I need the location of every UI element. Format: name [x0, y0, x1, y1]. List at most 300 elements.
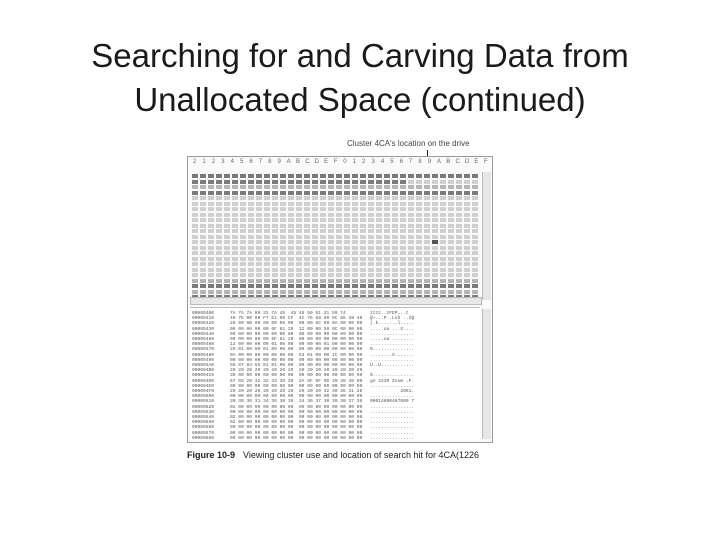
- cluster-column-label: E: [474, 159, 479, 165]
- cluster-cell: [384, 213, 390, 217]
- cluster-cell: [408, 279, 414, 283]
- cluster-cell: [312, 279, 318, 283]
- cluster-cell: [272, 207, 278, 211]
- cluster-cell: [408, 196, 414, 200]
- cluster-cell: [424, 257, 430, 261]
- cluster-cell: [256, 257, 262, 261]
- cluster-cell: [264, 180, 270, 184]
- cluster-cell: [296, 218, 302, 222]
- cluster-cell: [192, 246, 198, 250]
- cluster-cell: [232, 207, 238, 211]
- cluster-cell: [344, 218, 350, 222]
- cluster-cell: [312, 185, 318, 189]
- cluster-cell: [376, 229, 382, 233]
- cluster-cell: [232, 251, 238, 255]
- cluster-cell: [344, 257, 350, 261]
- cluster-cell: [424, 180, 430, 184]
- cluster-column-label: 1: [202, 159, 206, 165]
- cluster-cell: [384, 240, 390, 244]
- cluster-cell: [376, 273, 382, 277]
- cluster-cell: [248, 273, 254, 277]
- cluster-cell: [376, 262, 382, 266]
- cluster-cell: [272, 196, 278, 200]
- cluster-cell: [240, 268, 246, 272]
- cluster-cell: [344, 229, 350, 233]
- cluster-cell: [248, 262, 254, 266]
- cluster-cell: [192, 213, 198, 217]
- cluster-cell: [232, 196, 238, 200]
- cluster-cell: [440, 284, 446, 288]
- cluster-cell: [472, 213, 478, 217]
- cluster-cell: [376, 246, 382, 250]
- cluster-column-label: B: [295, 159, 300, 165]
- cluster-cell: [304, 224, 310, 228]
- cluster-cell: [192, 207, 198, 211]
- cluster-cell: [384, 174, 390, 178]
- cluster-cell: [368, 196, 374, 200]
- cluster-column-label: 7: [258, 159, 263, 165]
- cluster-cell: [216, 251, 222, 255]
- cluster-column-label: B: [446, 159, 451, 165]
- cluster-cell: [328, 180, 334, 184]
- hex-ascii: ................: [370, 430, 415, 436]
- cluster-cell: [288, 224, 294, 228]
- cluster-cell: [432, 202, 438, 206]
- cluster-cell: [216, 268, 222, 272]
- cluster-cell: [360, 191, 366, 195]
- hex-bytes: 00 00 00 00 00 00 00 00 00 00 00 00 00 00 00 00: [230, 435, 363, 440]
- cluster-cell: [224, 290, 230, 294]
- cluster-cell: [360, 218, 366, 222]
- hex-bytes: 7A 7A 7A 80 31 7A 45 45 46 50 51 31 50 74: [230, 311, 346, 316]
- cluster-cell: [216, 191, 222, 195]
- cluster-cell: [392, 246, 398, 250]
- cluster-row: [192, 224, 480, 228]
- cluster-cell: [192, 279, 198, 283]
- cluster-cell: [192, 185, 198, 189]
- cluster-cell: [216, 273, 222, 277]
- cluster-cell: [248, 224, 254, 228]
- cluster-cell: [376, 284, 382, 288]
- cluster-cell: [248, 257, 254, 261]
- cluster-cell: [408, 240, 414, 244]
- cluster-map-scrollbar[interactable]: [482, 172, 491, 300]
- cluster-cell: [336, 229, 342, 233]
- cluster-cell: [216, 196, 222, 200]
- cluster-cell: [272, 229, 278, 233]
- cluster-cell: [264, 202, 270, 206]
- cluster-cell: [424, 224, 430, 228]
- cluster-cell: [448, 229, 454, 233]
- cluster-cell: [352, 218, 358, 222]
- cluster-cell: [192, 251, 198, 255]
- cluster-cell: [376, 213, 382, 217]
- cluster-cell: [312, 262, 318, 266]
- cluster-cell: [272, 174, 278, 178]
- cluster-cell: [456, 180, 462, 184]
- cluster-cell: [336, 185, 342, 189]
- cluster-cell: [384, 185, 390, 189]
- cluster-cell: [360, 240, 366, 244]
- cluster-cell: [320, 218, 326, 222]
- cluster-cell: [432, 235, 438, 239]
- cluster-cell: [192, 191, 198, 195]
- cluster-cell: [400, 185, 406, 189]
- cluster-cell: [304, 174, 310, 178]
- cluster-cell: [296, 202, 302, 206]
- cluster-cell: [432, 273, 438, 277]
- cluster-cell: [392, 284, 398, 288]
- cluster-cell: [344, 262, 350, 266]
- cluster-cell: [360, 180, 366, 184]
- cluster-cell: [472, 268, 478, 272]
- hex-bytes: 0A 00 00 00 00 00 00 00 53 01 00 00 1C 00 00 00: [230, 352, 363, 358]
- cluster-cell: [432, 262, 438, 266]
- cluster-cell: [288, 273, 294, 277]
- cluster-cell: [288, 235, 294, 239]
- cluster-cell: [336, 273, 342, 277]
- cluster-cell: [432, 251, 438, 255]
- cluster-cell: [296, 180, 302, 184]
- cluster-cell: [432, 240, 438, 244]
- cluster-cell: [384, 290, 390, 294]
- cluster-column-label: 3: [371, 159, 375, 165]
- cluster-cell: [424, 202, 430, 206]
- cluster-cell: [280, 240, 286, 244]
- cluster-cell: [208, 284, 214, 288]
- cluster-cell: [208, 185, 214, 189]
- cluster-cell: [368, 180, 374, 184]
- cluster-cell: [440, 191, 446, 195]
- cluster-cell: [232, 191, 238, 195]
- slide-title: Searching for and Carving Data from Unallocated Space (continued): [91, 37, 629, 118]
- cluster-cell: [304, 213, 310, 217]
- cluster-cell: [280, 273, 286, 277]
- cluster-cell: [408, 290, 414, 294]
- cluster-cell: [240, 257, 246, 261]
- cluster-cell: [296, 213, 302, 217]
- cluster-cell: [216, 207, 222, 211]
- hex-address: 00009500: [192, 394, 215, 400]
- cluster-cell: [296, 262, 302, 266]
- cluster-cell: [360, 229, 366, 233]
- cluster-cell: [464, 246, 470, 250]
- cluster-cell: [352, 279, 358, 283]
- hex-bytes: 00 00 00 00 00 00 00 00 00 00 00 00 00 00 00 00: [230, 331, 363, 337]
- cluster-cell: [448, 284, 454, 288]
- hex-view: [190, 307, 480, 440]
- cluster-cell: [328, 191, 334, 195]
- cluster-cell: [472, 251, 478, 255]
- cluster-cell: [312, 229, 318, 233]
- cluster-cell: [352, 229, 358, 233]
- cluster-cell: [392, 174, 398, 178]
- cluster-cell: [192, 229, 198, 233]
- cluster-cell: [464, 213, 470, 217]
- cluster-cell: [368, 251, 374, 255]
- cluster-cell: [320, 240, 326, 244]
- cluster-cell: [360, 268, 366, 272]
- cluster-cell: [200, 290, 206, 294]
- cluster-cell: [336, 218, 342, 222]
- cluster-cell: [328, 284, 334, 288]
- cluster-cell: [456, 240, 462, 244]
- cluster-cell: [320, 191, 326, 195]
- figure-screenshot: [187, 156, 493, 443]
- cluster-cell: [192, 218, 198, 222]
- cluster-cell: [288, 174, 294, 178]
- cluster-cell: [408, 251, 414, 255]
- cluster-cell: [216, 240, 222, 244]
- cluster-cell: [336, 246, 342, 250]
- cluster-cell: [344, 290, 350, 294]
- cluster-column-label: 2: [193, 159, 197, 165]
- cluster-cell: [464, 279, 470, 283]
- cluster-cell: [224, 207, 230, 211]
- cluster-cell: [448, 240, 454, 244]
- cluster-cell: [376, 185, 382, 189]
- cluster-cell: [200, 257, 206, 261]
- cluster-cell: [304, 279, 310, 283]
- cluster-cell: [200, 240, 206, 244]
- cluster-cell: [424, 191, 430, 195]
- cluster-cell: [336, 180, 342, 184]
- cluster-cell: [344, 240, 350, 244]
- hex-address: 000094F0: [192, 389, 215, 394]
- cluster-cell: [448, 262, 454, 266]
- cluster-cell: [456, 229, 462, 233]
- cluster-cell: [392, 180, 398, 184]
- cluster-column-label: 3: [221, 159, 225, 165]
- cluster-cell: [304, 202, 310, 206]
- cluster-map-horizontal-scrollbar[interactable]: [190, 297, 482, 305]
- cluster-cell: [408, 191, 414, 195]
- cluster-cell: [416, 240, 422, 244]
- cluster-cell: [408, 213, 414, 217]
- cluster-cell: [240, 224, 246, 228]
- cluster-cell: [328, 257, 334, 261]
- cluster-cell: [352, 174, 358, 178]
- cluster-cell: [472, 185, 478, 189]
- cluster-cell: [384, 251, 390, 255]
- cluster-cell: [400, 262, 406, 266]
- cluster-cell: [376, 257, 382, 261]
- cluster-cell: [232, 202, 238, 206]
- cluster-cell: [280, 290, 286, 294]
- cluster-cell: [424, 218, 430, 222]
- cluster-cell: [416, 284, 422, 288]
- cluster-cell: [432, 174, 438, 178]
- cluster-cell: [208, 268, 214, 272]
- cluster-cell: [208, 224, 214, 228]
- cluster-cell: [360, 246, 366, 250]
- cluster-cell: [240, 246, 246, 250]
- cluster-cell: [392, 229, 398, 233]
- cluster-cell: [440, 174, 446, 178]
- cluster-cell: [392, 185, 398, 189]
- cluster-cell: [288, 207, 294, 211]
- cluster-cell: [392, 202, 398, 206]
- cluster-cell: [224, 202, 230, 206]
- hex-bytes: 12 00 00 00 00 01 00 00 00 00 00 01 00 00 00 00: [230, 342, 363, 348]
- cluster-cell: [352, 251, 358, 255]
- cluster-cell: [368, 240, 374, 244]
- cluster-column-label: 7: [409, 159, 413, 165]
- hex-view-scrollbar[interactable]: [482, 309, 491, 439]
- cluster-cell: [208, 196, 214, 200]
- cluster-cell: [376, 180, 382, 184]
- hex-ascii: %...............: [370, 347, 415, 353]
- hex-address: 00009580: [192, 435, 215, 440]
- cluster-cell: [336, 235, 342, 239]
- cluster-cell: [264, 268, 270, 272]
- cluster-cell: [272, 213, 278, 217]
- cluster-cell: [304, 207, 310, 211]
- cluster-cell: [256, 180, 262, 184]
- cluster-cell: [248, 246, 254, 250]
- cluster-cell: [216, 180, 222, 184]
- cluster-cell: [352, 246, 358, 250]
- cluster-cell: [256, 224, 262, 228]
- cluster-cell: [280, 229, 286, 233]
- cluster-cell: [344, 284, 350, 288]
- cluster-cell: [208, 290, 214, 294]
- cluster-cell: [288, 196, 294, 200]
- hex-address: 00009560: [192, 425, 215, 431]
- hex-ascii: 00014606467000 7: [370, 399, 415, 405]
- cluster-cell: [392, 196, 398, 200]
- figure-caption-text: Viewing cluster use and location of search hit for 4CA(1226: [243, 450, 479, 460]
- cluster-cell: [456, 251, 462, 255]
- cluster-cell: [336, 290, 342, 294]
- cluster-cell: [320, 273, 326, 277]
- cluster-cell: [320, 180, 326, 184]
- cluster-cell: [320, 185, 326, 189]
- cluster-cell: [408, 235, 414, 239]
- cluster-cell: [368, 257, 374, 261]
- cluster-cell: [416, 202, 422, 206]
- cluster-cell: [408, 262, 414, 266]
- cluster-cell: [216, 224, 222, 228]
- cluster-cell: [304, 262, 310, 266]
- cluster-cell: [424, 235, 430, 239]
- cluster-cell: [456, 218, 462, 222]
- cluster-cell: [312, 180, 318, 184]
- cluster-row: [192, 213, 480, 217]
- cluster-cell: [432, 268, 438, 272]
- cluster-cell: [456, 290, 462, 294]
- hex-address: 00009480: [192, 352, 215, 358]
- cluster-cell: [424, 290, 430, 294]
- cluster-cell: [424, 240, 430, 244]
- cluster-cell: [192, 284, 198, 288]
- cluster-cell: [320, 174, 326, 178]
- cluster-cell: [328, 202, 334, 206]
- cluster-row: [192, 257, 480, 261]
- cluster-cell: [304, 268, 310, 272]
- cluster-cell: [280, 268, 286, 272]
- cluster-cell: [448, 207, 454, 211]
- cluster-row: [192, 180, 480, 184]
- cluster-cell: [336, 251, 342, 255]
- cluster-cell: [416, 235, 422, 239]
- cluster-cell: [224, 279, 230, 283]
- figure-caption: [187, 450, 479, 460]
- cluster-cell: [472, 229, 478, 233]
- cluster-cell: [192, 235, 198, 239]
- cluster-cell: [440, 207, 446, 211]
- cluster-column-label: 1: [352, 159, 356, 165]
- cluster-cell: [208, 207, 214, 211]
- hex-ascii: U..U............: [370, 363, 415, 368]
- cluster-cell: [256, 251, 262, 255]
- cluster-cell: [408, 185, 414, 189]
- cluster-cell: [376, 191, 382, 195]
- hex-ascii: ge 2230 Zoom .F.: [370, 378, 415, 384]
- cluster-cell: [440, 251, 446, 255]
- cluster-row: [192, 235, 480, 239]
- cluster-cell: [256, 229, 262, 233]
- cluster-cell: [320, 196, 326, 200]
- cluster-cell: [328, 262, 334, 266]
- cluster-cell: [208, 213, 214, 217]
- cluster-cell: [424, 196, 430, 200]
- cluster-cell: [392, 268, 398, 272]
- cluster-cell: [456, 279, 462, 283]
- cluster-cell: [400, 251, 406, 255]
- cluster-cell: [344, 246, 350, 250]
- cluster-cell: [192, 196, 198, 200]
- cluster-cell: [432, 196, 438, 200]
- cluster-column-label: 8: [268, 159, 272, 165]
- cluster-cell: [424, 279, 430, 283]
- cluster-cell: [224, 268, 230, 272]
- hex-ascii: ................: [370, 394, 415, 400]
- cluster-cell: [440, 257, 446, 261]
- cluster-cell: [200, 174, 206, 178]
- hex-address: 000094B0: [192, 368, 215, 374]
- cluster-cell: [424, 213, 430, 217]
- cluster-cell: [344, 207, 350, 211]
- cluster-cell: [208, 240, 214, 244]
- cluster-cell: [336, 196, 342, 200]
- cluster-cell: [440, 202, 446, 206]
- cluster-cell: [328, 229, 334, 233]
- cluster-cell: [424, 268, 430, 272]
- cluster-row: [192, 218, 480, 222]
- cluster-cell: [280, 174, 286, 178]
- cluster-cell: [376, 290, 382, 294]
- cluster-cell: [376, 235, 382, 239]
- cluster-cell: [432, 213, 438, 217]
- cluster-cell: [280, 185, 286, 189]
- cluster-cell: [216, 218, 222, 222]
- cluster-row: [192, 246, 480, 250]
- cluster-cell: [440, 213, 446, 217]
- cluster-cell: [280, 246, 286, 250]
- cluster-cell: [208, 246, 214, 250]
- cluster-cell: [384, 257, 390, 261]
- cluster-cell: [216, 202, 222, 206]
- cluster-cell: [352, 262, 358, 266]
- cluster-cell: [232, 174, 238, 178]
- cluster-cell: [256, 268, 262, 272]
- cluster-cell: [472, 224, 478, 228]
- cluster-cell: [368, 246, 374, 250]
- cluster-cell: [352, 185, 358, 189]
- cluster-cell: [328, 185, 334, 189]
- hex-bytes: 00 00 00 00 00 00 00 00 00 00 00 00 00 00 00 00: [230, 383, 363, 389]
